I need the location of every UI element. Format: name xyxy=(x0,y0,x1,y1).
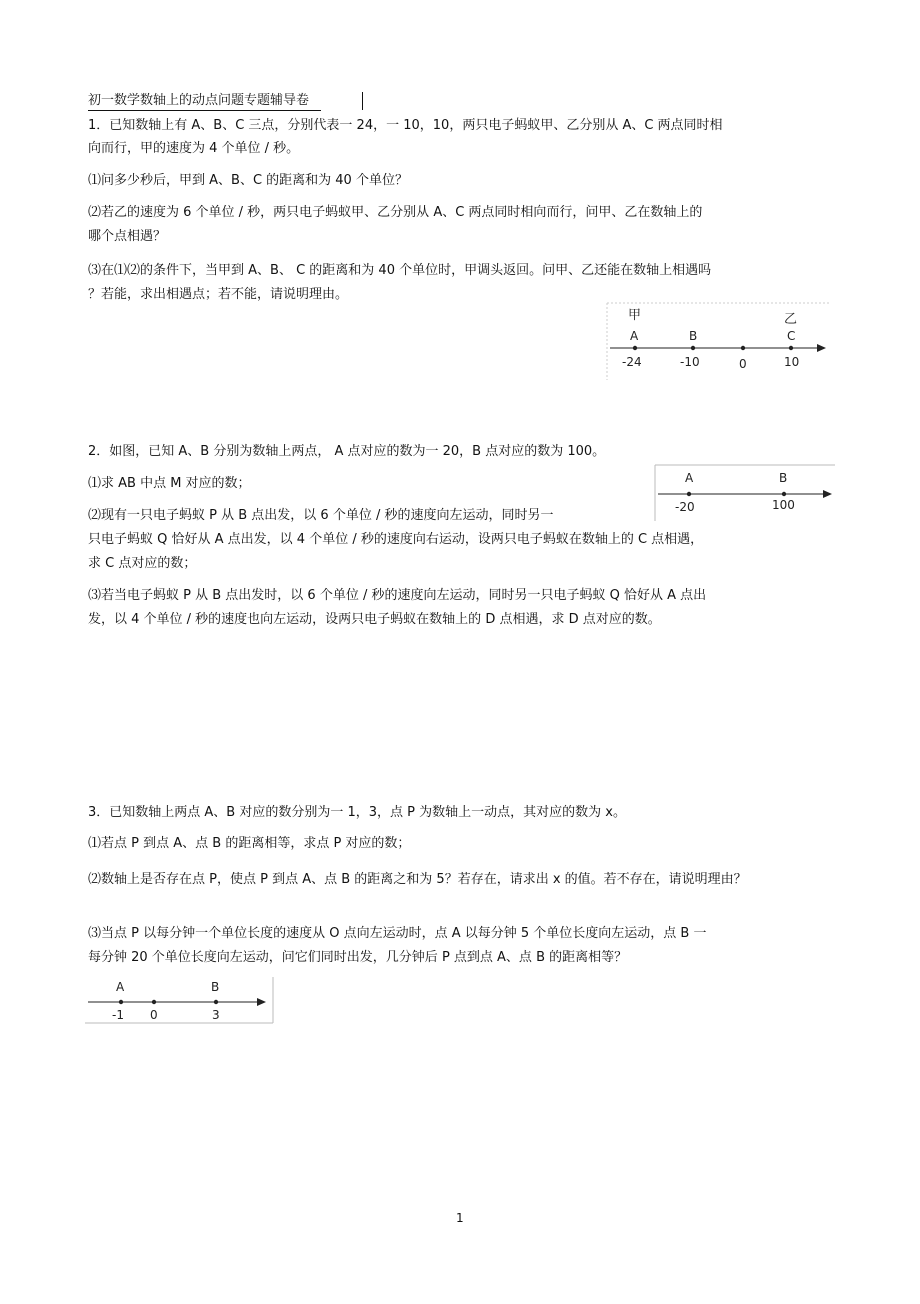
q3-tick-3: 3 xyxy=(212,1008,220,1022)
q2-tick-neg20: -20 xyxy=(675,500,695,514)
q1-line-1: 1．已知数轴上有 A、B、C 三点，分别代表一 24，一 10，10，两只电子蚂蚁甲、乙分别从 A、C 两点同时相 xyxy=(88,118,723,133)
q3-axis-arrow xyxy=(257,998,266,1006)
q2-part-1: ⑴求 AB 中点 M 对应的数； xyxy=(88,476,251,491)
q2-axis-arrow xyxy=(823,490,832,498)
q3-dot-zero xyxy=(152,1000,156,1004)
q2-part-2-line-1: ⑵现有一只电子蚂蚁 P 从 B 点出发，以 6 个单位 / 秒的速度向左运动，同时另一 xyxy=(88,508,554,523)
q1-part-2-line-1: ⑵若乙的速度为 6 个单位 / 秒，两只电子蚂蚁甲、乙分别从 A、C 两点同时相向而行，问甲、乙在数轴上的 xyxy=(88,205,703,220)
q2-part-2-line-3: 求 C 点对应的数； xyxy=(88,556,197,571)
q1-part-3-line-1: ⑶在⑴⑵的条件下，当甲到 A、B、 C 的距离和为 40 个单位时，甲调头返回。问甲、乙还能在数轴上相遇吗 xyxy=(88,263,712,278)
q2-number-line-figure xyxy=(654,464,836,522)
q1-number-line-figure xyxy=(606,302,832,382)
q2-dot-b xyxy=(782,492,786,496)
q1-part-3-line-2: ？若能，求出相遇点；若不能，请说明理由。 xyxy=(88,287,349,302)
q1-point-a-label: A xyxy=(630,329,639,343)
q1-part-2-line-2: 哪个点相遇？ xyxy=(88,229,167,244)
q1-axis-arrow xyxy=(817,344,826,352)
page-number: 1 xyxy=(456,1211,464,1225)
q1-tick-neg10: -10 xyxy=(680,355,700,369)
q3-line-1: 3．已知数轴上两点 A、B 对应的数分别为一 1，3，点 P 为数轴上一动点，其对应的数为 x。 xyxy=(88,805,626,820)
q1-tick-0: 0 xyxy=(739,357,747,371)
q3-part-3-line-2: 每分钟 20 个单位长度向左运动，问它们同时出发，几分钟后 P 点到点 A、点 B 的距离相等？ xyxy=(88,950,628,965)
q1-tick-10: 10 xyxy=(784,355,800,369)
q2-dot-a xyxy=(687,492,691,496)
q1-dot-b xyxy=(691,346,695,350)
q3-part-3-line-1: ⑶当点 P 以每分钟一个单位长度的速度从 O 点向左运动时，点 A 以每分钟 5 个单位长度向左运动，点 B 一 xyxy=(88,926,707,941)
q1-ant-jia-label: 甲 xyxy=(628,308,642,323)
q1-dot-a xyxy=(633,346,637,350)
q2-part-2-line-2: 只电子蚂蚁 Q 恰好从 A 点出发，以 4 个单位 / 秒的速度向右运动，设两只电子蚂蚁在数轴上的 C 点相遇， xyxy=(88,532,704,547)
q1-line-2: 向而行，甲的速度为 4 个单位 / 秒。 xyxy=(88,141,300,156)
q2-point-b-label: B xyxy=(779,471,788,485)
q1-part-1: ⑴问多少秒后，甲到 A、B、C 的距离和为 40 个单位？ xyxy=(88,173,408,188)
q3-dot-a xyxy=(119,1000,123,1004)
q2-point-a-label: A xyxy=(685,471,694,485)
q2-part-3-line-1: ⑶若当电子蚂蚁 P 从 B 点出发时，以 6 个单位 / 秒的速度向左运动，同时另一只电子蚂蚁 Q 恰好从 A 点出 xyxy=(88,588,707,603)
q1-point-c-label: C xyxy=(787,329,796,343)
q2-part-3-line-2: 发，以 4 个单位 / 秒的速度也向左运动，设两只电子蚂蚁在数轴上的 D 点相遇，求 D 点对应的数。 xyxy=(88,612,661,627)
q2-tick-100: 100 xyxy=(772,498,795,512)
q1-dot-c xyxy=(789,346,793,350)
q1-dot-zero xyxy=(741,346,745,350)
q3-part-1: ⑴若点 P 到点 A、点 B 的距离相等，求点 P 对应的数； xyxy=(88,836,411,851)
q3-tick-neg1: -1 xyxy=(112,1008,124,1022)
q3-point-b-label: B xyxy=(211,980,220,994)
page-title: 初一数学数轴上的动点问题专题辅导卷 xyxy=(88,92,321,111)
q3-tick-0: 0 xyxy=(150,1008,158,1022)
q1-point-b-label: B xyxy=(689,329,698,343)
q3-number-line-figure xyxy=(84,976,274,1024)
q1-ant-yi-label: 乙 xyxy=(784,312,798,327)
q2-line-1: 2．如图，已知 A、B 分别为数轴上两点， A 点对应的数为一 20，B 点对应的数为 100。 xyxy=(88,444,606,459)
q3-point-a-label: A xyxy=(116,980,125,994)
title-bar xyxy=(362,92,363,110)
q3-part-2: ⑵数轴上是否存在点 P，使点 P 到点 A、点 B 的距离之和为 5？若存在，请求出 x 的值。若不存在，请说明理由？ xyxy=(88,872,747,887)
q3-dot-b xyxy=(214,1000,218,1004)
q1-tick-neg24: -24 xyxy=(622,355,642,369)
